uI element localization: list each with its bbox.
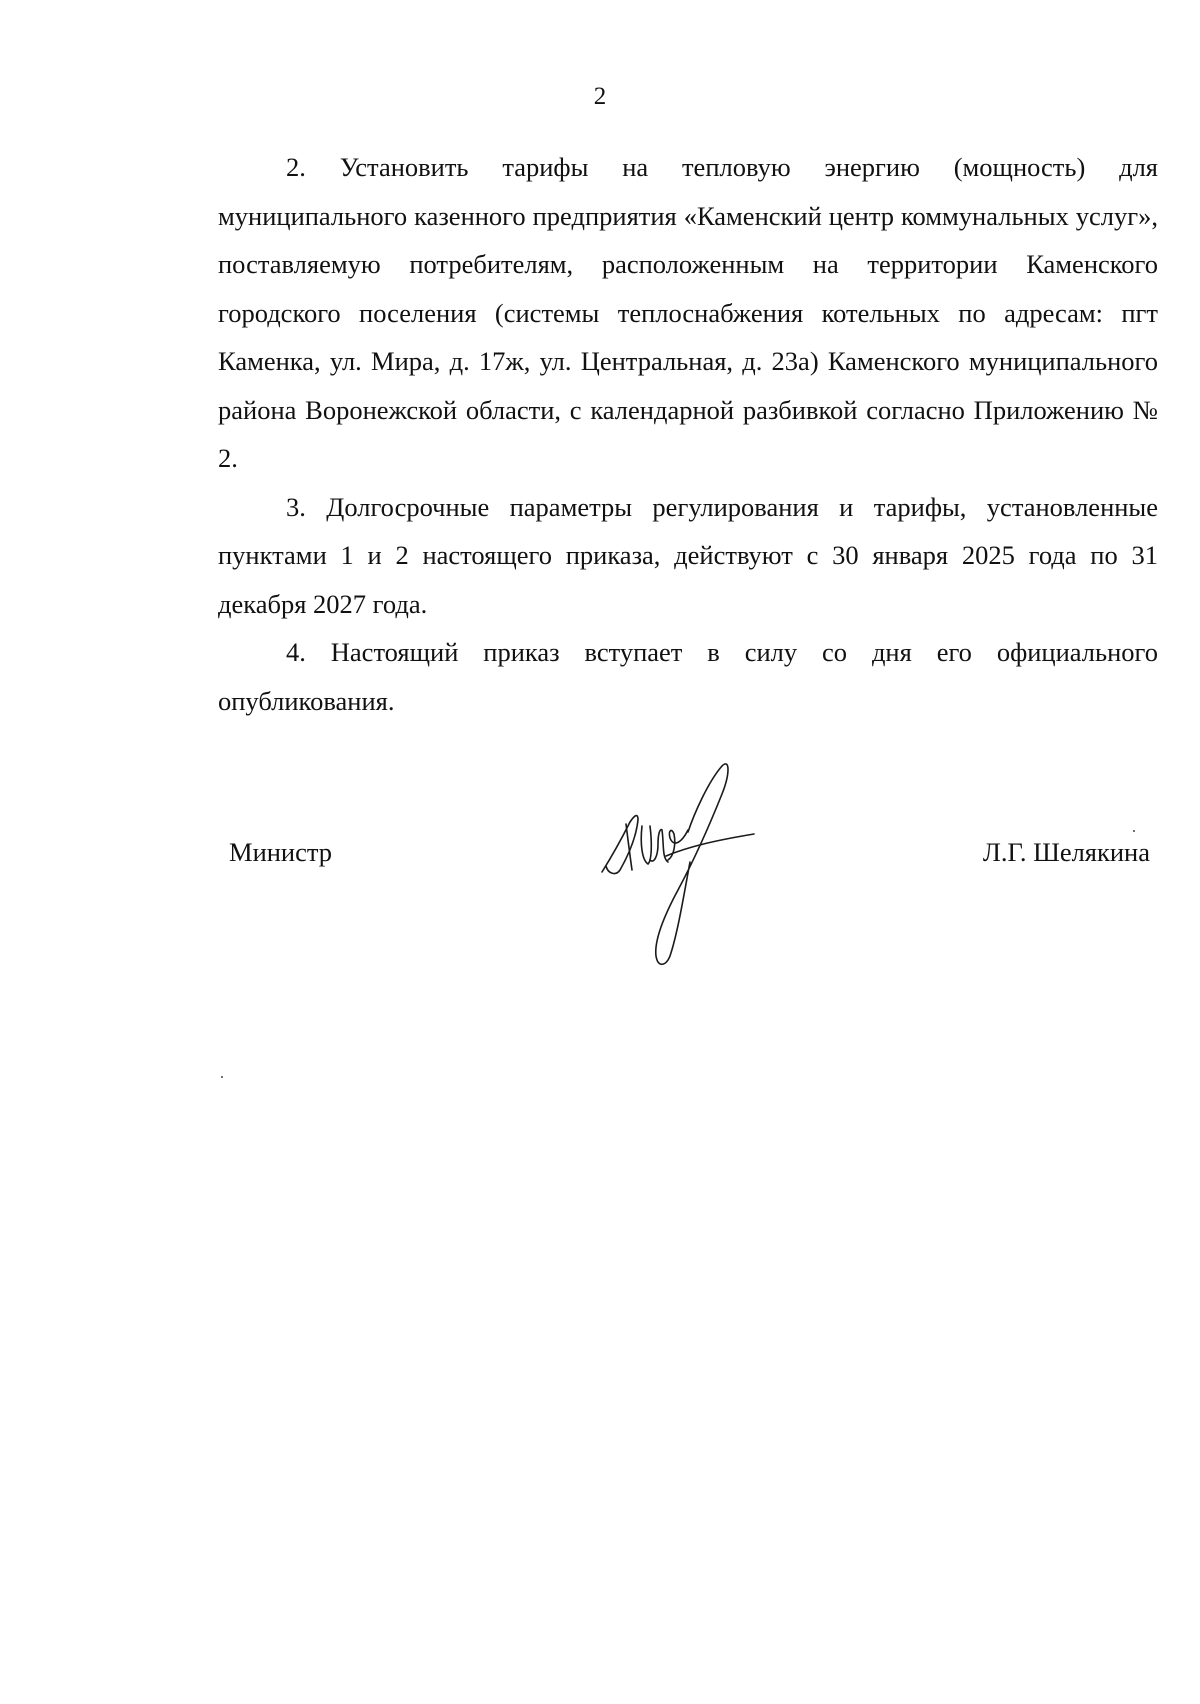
handwritten-signature xyxy=(598,760,758,970)
paragraph-4: 4. Настоящий приказ вступает в силу со дня его официального опубликования. xyxy=(218,637,1158,716)
page-number: 2 xyxy=(593,83,607,110)
position-title: Министр xyxy=(229,837,333,867)
paragraph-3: 3. Долгосрочные параметры регулирования и тарифы, установленные пунктами 1 и 2 настоящего приказа, действуют с 30 января 2025 года по 31 декабря 2027 года. xyxy=(218,491,1158,619)
paragraph-2: 2. Установить тарифы на тепловую энергию (мощность) для муниципального казенного предприятия «Каменский центр коммунальных услуг», поставляемую потребителям, расположенным на территории Каменского городского поселения (системы теплоснабжения котельных по адресам: пгт Каменка, ул. Мира, д. 17ж, ул. Центральная, д. 23а) Каменского муниципального района Воронежской области, с календарной разбивкой согласно Приложению № 2. xyxy=(218,152,1158,473)
document-body xyxy=(218,143,1158,725)
speck xyxy=(221,1076,223,1078)
speck xyxy=(1133,830,1135,832)
signer-name: Л.Г. Шелякина xyxy=(982,837,1150,867)
